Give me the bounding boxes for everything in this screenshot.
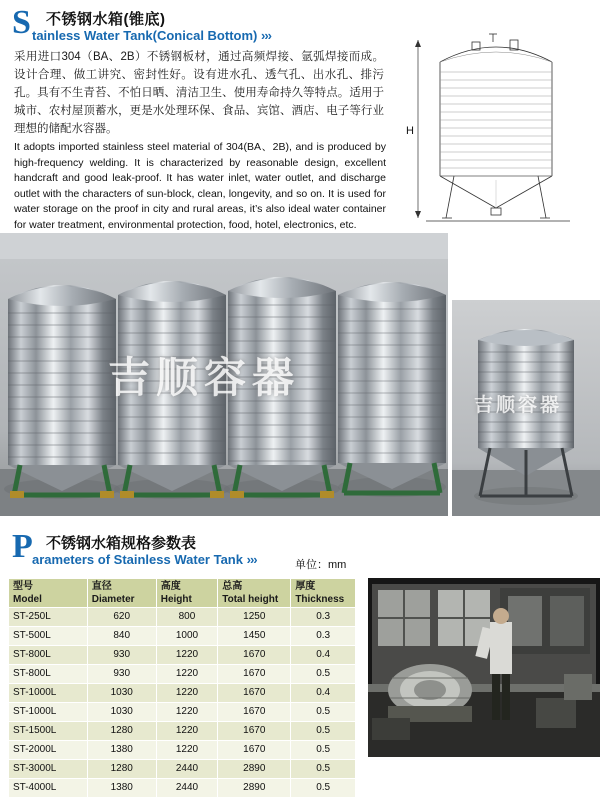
th-thickness-cn: 厚度: [295, 581, 316, 592]
section-title-en-text: tainless Water Tank(Conical Bottom): [32, 28, 258, 43]
section2-title-en: [32, 552, 257, 567]
table-row: [9, 665, 356, 684]
cell-height: 1220: [156, 741, 218, 760]
cell-model: ST-1500L: [9, 722, 88, 741]
cell-total-height: 1450: [218, 627, 291, 646]
cell-thickness: 0.3: [291, 608, 356, 627]
cell-diameter: 930: [87, 665, 156, 684]
cell-thickness: 0.5: [291, 722, 356, 741]
section2-title-en-text: arameters of Stainless Water Tank: [32, 552, 243, 567]
workshop-photo-svg: [368, 578, 600, 757]
cell-model: ST-4000L: [9, 779, 88, 798]
th-model-cn: 型号: [13, 581, 33, 592]
cell-total-height: 1670: [218, 684, 291, 703]
specification-table: [8, 578, 356, 798]
cell-model: ST-800L: [9, 646, 88, 665]
cell-total-height: 1670: [218, 741, 291, 760]
th-model-en: Model: [13, 594, 42, 605]
cell-model: ST-500L: [9, 627, 88, 646]
th-total-height-en: Total height: [222, 594, 279, 605]
cell-height: 1220: [156, 665, 218, 684]
cell-height: 1220: [156, 722, 218, 741]
cell-height: 1220: [156, 646, 218, 665]
cell-height: 2440: [156, 760, 218, 779]
table-body: [9, 608, 356, 798]
th-thickness: [291, 579, 356, 608]
th-height-en: Height: [160, 594, 192, 605]
cell-diameter: 1030: [87, 703, 156, 722]
th-model: [9, 579, 88, 608]
product-photo-single-tank: [452, 300, 600, 516]
cell-total-height: 1670: [218, 722, 291, 741]
section-title-cn: 不锈钢水箱(锥底): [46, 11, 166, 28]
description-paragraph-cn: 采用进口304（BA、2B）不锈钢板材，通过高频焊接、氩弧焊接而成。设计合理、做工讲究、密封性好。设有进水孔、透气孔、出水孔、排污孔。具有不生青苔、不怕日晒、清洁卫生、使用寿命持久等特点。适用于城市、农村屋顶蓄水，更是水处理环保、食品、宾馆、酒店、电子等行业理想的储配水容器。: [14, 51, 384, 135]
table-row: [9, 684, 356, 703]
cell-thickness: 0.5: [291, 760, 356, 779]
chevron-right-icon-2: ›››: [246, 552, 257, 567]
table-header-row: [9, 579, 356, 608]
th-diameter-en: Diameter: [91, 594, 135, 605]
technical-drawing: [398, 26, 594, 226]
cell-diameter: 1380: [87, 741, 156, 760]
section-stainless-tank-header: [10, 4, 410, 43]
tank-line-drawing-svg: [398, 26, 594, 226]
description-paragraph-en: It adopts imported stainless steel material of 304(BA、2B), and is produced by high-frequency welding. It is characterized by reasonable design, excellent handcraft and good leak-proof. It has water inlet, water outlet, and discharge outlet with the characters of sun-block, clean, longevity, and so on. It is used for water storage on the proof in city and rural areas, it’s also ideal water container for water treatment, environmental protection, food, hotel, electronics, etc.: [14, 141, 386, 231]
product-photo-tank-row: [0, 233, 448, 516]
cell-model: ST-250L: [9, 608, 88, 627]
table-row: [9, 760, 356, 779]
th-total-height-cn: 总高: [222, 581, 243, 592]
cell-model: ST-3000L: [9, 760, 88, 779]
cell-diameter: 1030: [87, 684, 156, 703]
th-diameter-cn: 直径: [91, 581, 112, 592]
cell-total-height: 1670: [218, 665, 291, 684]
cell-thickness: 0.5: [291, 741, 356, 760]
cell-thickness: 0.5: [291, 779, 356, 798]
cell-height: 1220: [156, 684, 218, 703]
section2-initial-letter: P: [12, 528, 33, 565]
cell-diameter: 620: [87, 608, 156, 627]
chevron-right-icon: ›››: [261, 28, 271, 43]
cell-total-height: 2890: [218, 779, 291, 798]
table-row: [9, 722, 356, 741]
cell-thickness: 0.3: [291, 627, 356, 646]
cell-total-height: 1250: [218, 608, 291, 627]
cell-total-height: 1670: [218, 703, 291, 722]
cell-model: ST-800L: [9, 665, 88, 684]
table-row: [9, 703, 356, 722]
table-row: [9, 779, 356, 798]
tank-row-photo-svg: [0, 233, 448, 516]
single-tank-photo-svg: [452, 300, 600, 516]
cell-total-height: 1670: [218, 646, 291, 665]
section-title-en: [32, 28, 271, 43]
section-initial-letter: S: [12, 4, 31, 41]
cell-diameter: 1380: [87, 779, 156, 798]
cell-model: ST-1000L: [9, 703, 88, 722]
th-diameter: [87, 579, 156, 608]
unit-label: 单位：mm: [295, 559, 347, 571]
table-row: [9, 608, 356, 627]
th-height: [156, 579, 218, 608]
cell-diameter: 930: [87, 646, 156, 665]
cell-diameter: 1280: [87, 722, 156, 741]
cell-model: ST-1000L: [9, 684, 88, 703]
cell-thickness: 0.4: [291, 646, 356, 665]
cell-thickness: 0.4: [291, 684, 356, 703]
workshop-photo: [368, 578, 600, 757]
cell-diameter: 840: [87, 627, 156, 646]
cell-thickness: 0.5: [291, 665, 356, 684]
th-total-height: [218, 579, 291, 608]
dimension-label-h: H: [406, 125, 414, 137]
th-height-cn: 高度: [160, 581, 181, 592]
cell-thickness: 0.5: [291, 703, 356, 722]
watermark-side: 吉顺容器: [474, 395, 563, 416]
cell-height: 1000: [156, 627, 218, 646]
cell-height: 1220: [156, 703, 218, 722]
section2-title-cn: 不锈钢水箱规格参数表: [46, 535, 197, 552]
cell-total-height: 2890: [218, 760, 291, 779]
section-parameters-header: [10, 528, 430, 566]
cell-height: 800: [156, 608, 218, 627]
table-row: [9, 646, 356, 665]
cell-height: 2440: [156, 779, 218, 798]
cell-model: ST-2000L: [9, 741, 88, 760]
watermark-main: 吉顺容器: [108, 356, 301, 402]
th-thickness-en: Thickness: [295, 594, 345, 605]
cell-diameter: 1280: [87, 760, 156, 779]
table-row: [9, 627, 356, 646]
